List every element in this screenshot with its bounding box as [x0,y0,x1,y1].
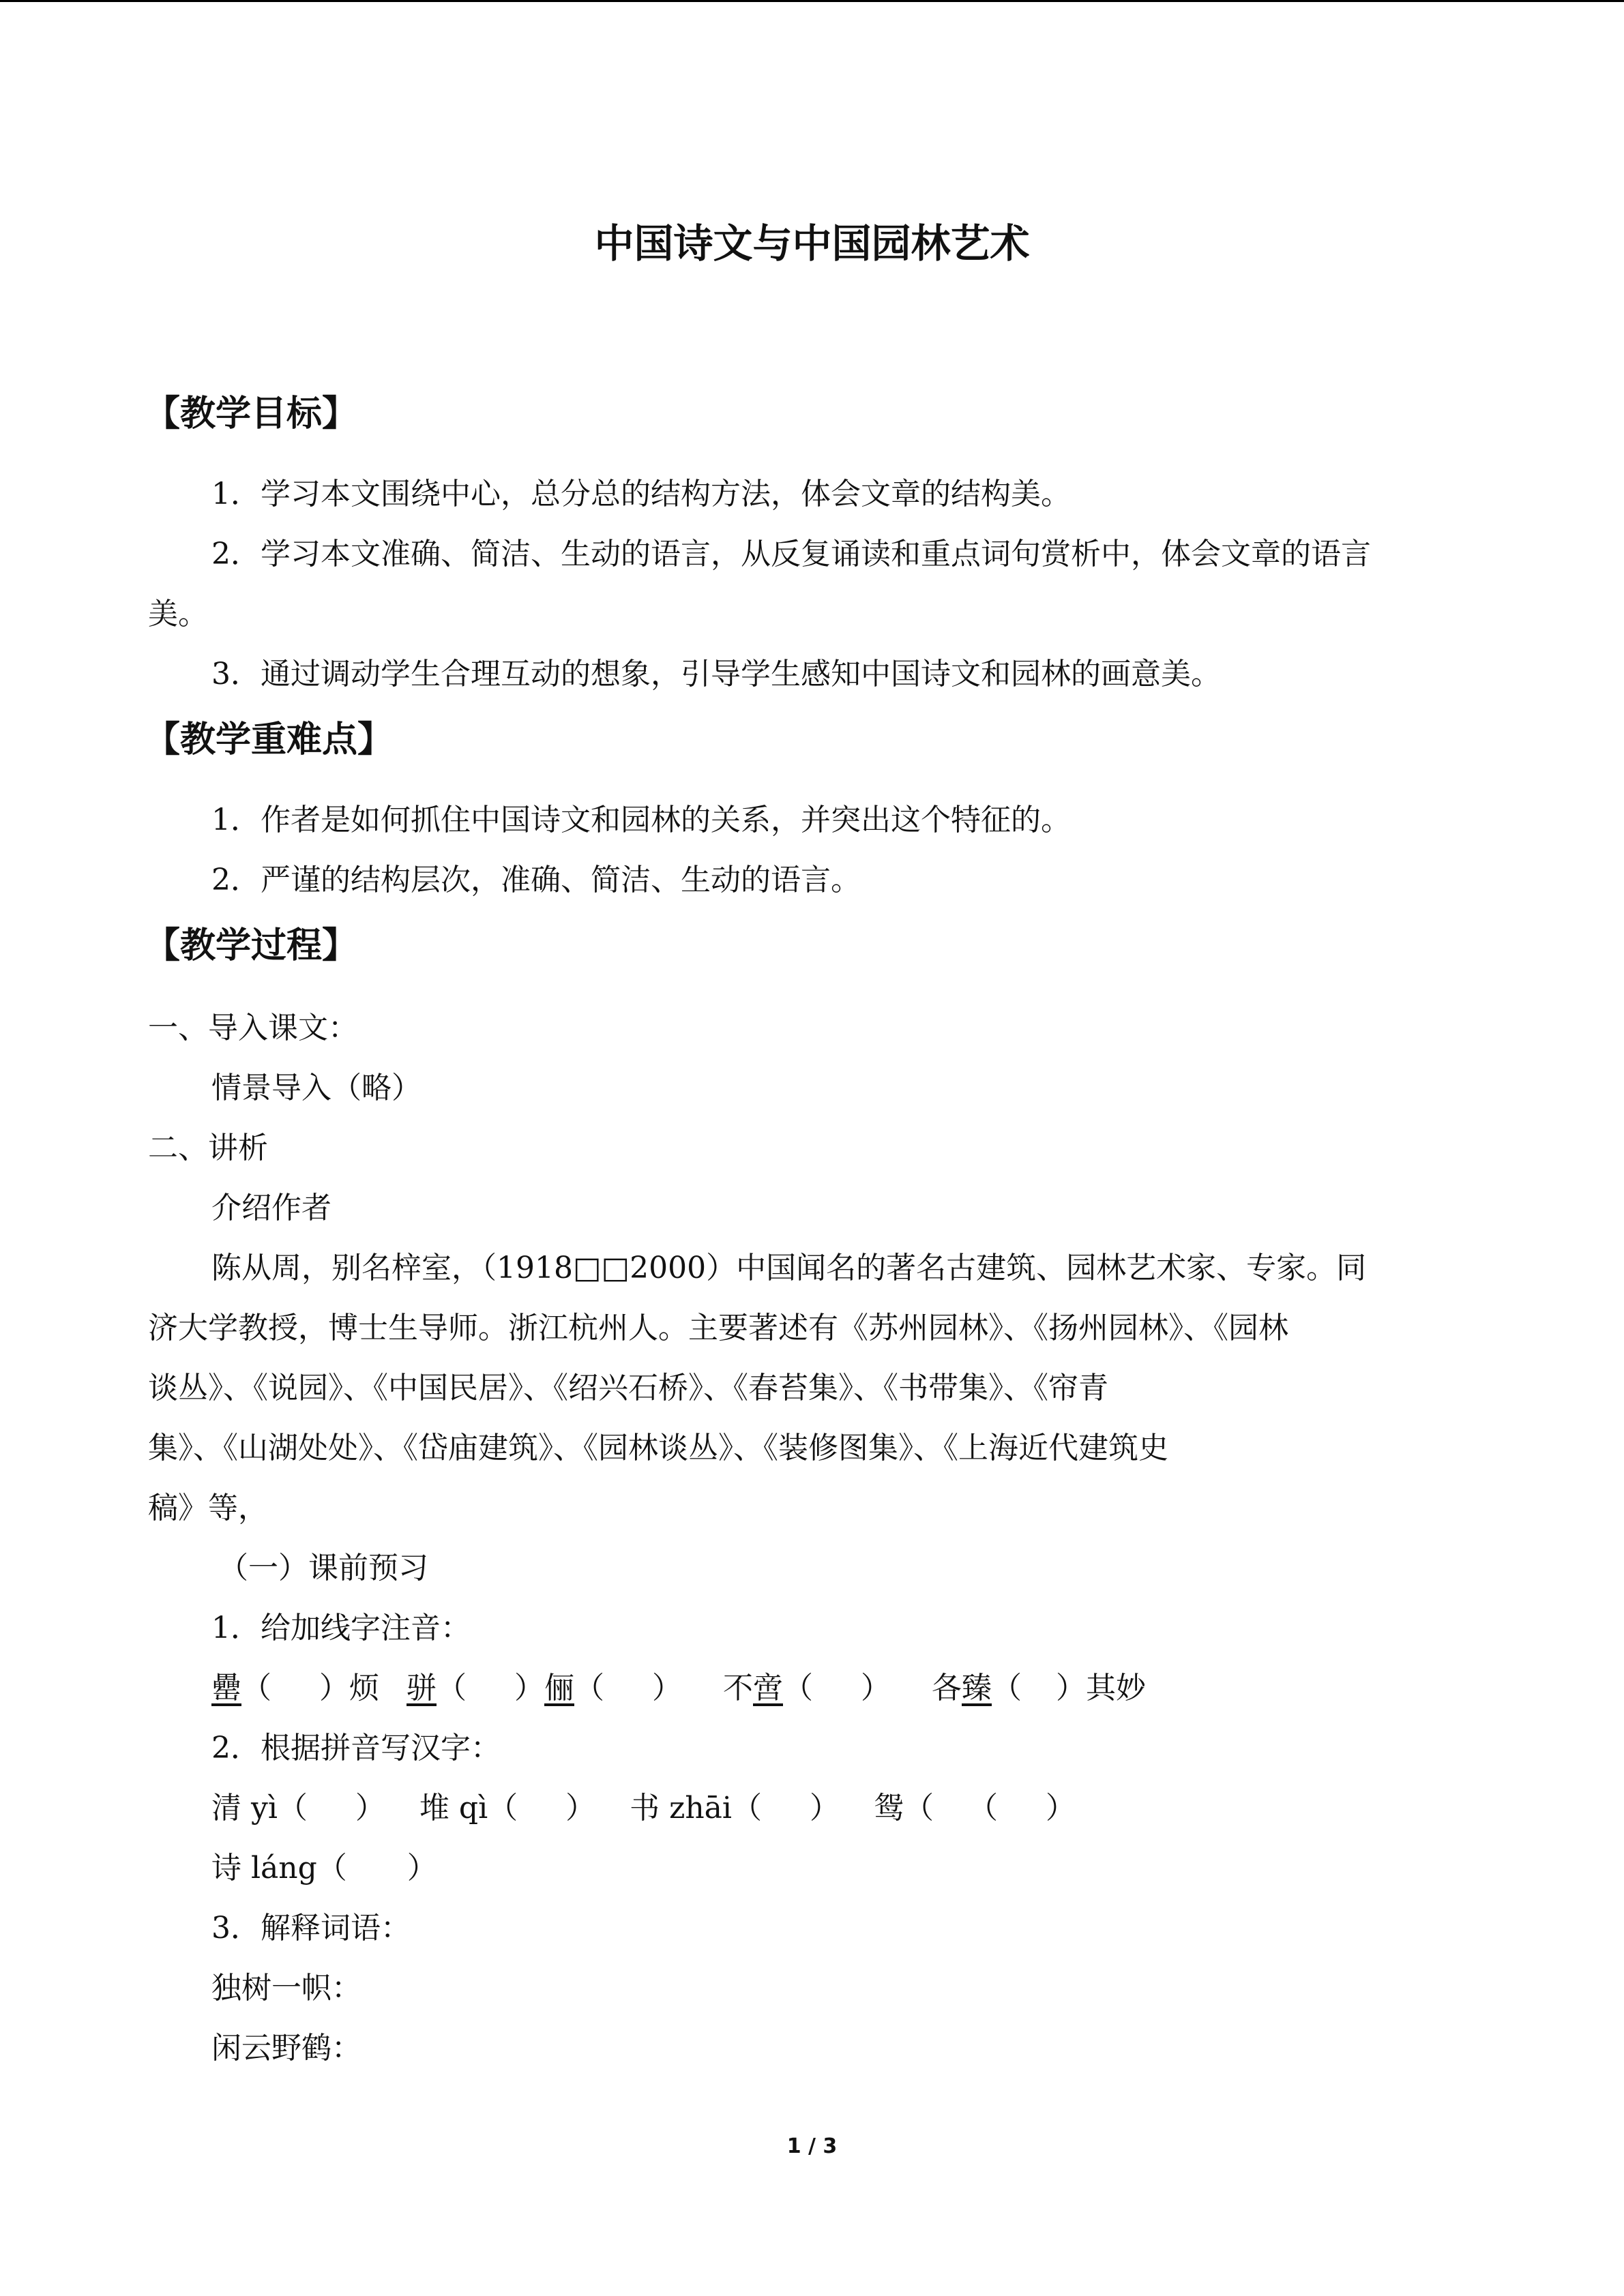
objective-item-1: 1．学习本文围绕中心，总分总的结构方法，体会文章的结构美。 [211,477,1071,511]
vocab-item: 闲云野鹤： [211,2031,361,2066]
objective-item-3: 3．通过调动学生合理互动的想象，引导学生感知中国诗文和园林的画意美。 [211,657,1221,691]
author-intro-line: 谈丛》、《说园》、《中国民居》、《绍兴石桥》、《春苔集》、《书带集》、《帘青 [148,1371,1108,1405]
process-line: 介绍作者 [211,1191,331,1225]
section-heading-objectives: 【教学目标】 [145,393,358,434]
keypoint-item-2: 2．严谨的结构层次，准确、简洁、生动的语言。 [211,863,861,897]
keypoint-item-1: 1．作者是如何抓住中国诗文和园林的关系，并突出这个特征的。 [211,803,1071,837]
author-intro-line: 陈从周，别名梓室，（1918□□2000）中国闻名的著名古建筑、园林艺术家、专家。同 [211,1251,1367,1285]
exercise-3-prompt: 3．解释词语： [211,1911,411,1945]
process-line: 二、讲析 [148,1131,268,1165]
underlined-char: 啻 [753,1671,783,1705]
hanzi-exercise-row-2: 诗 láng（ ） [211,1851,437,1885]
underlined-char: 罍 [211,1671,241,1705]
author-intro-line: 稿》等， [148,1491,268,1525]
underlined-char: 俪 [544,1671,574,1705]
preview-subheading: （一）课前预习 [218,1551,428,1585]
objective-item-2-cont: 美。 [148,597,208,631]
exercise-1-prompt: 1．给加线字注音： [211,1611,471,1645]
underlined-char: 骈 [407,1671,437,1705]
author-intro-line: 集》、《山湖处处》、《岱庙建筑》、《园林谈丛》、《装修图集》、《上海近代建筑史 [148,1431,1168,1465]
exercise-2-prompt: 2．根据拼音写汉字： [211,1731,501,1765]
section-heading-keypoints: 【教学重难点】 [145,719,394,760]
page-top-border [0,0,1624,2]
process-line: 情景导入（略） [211,1071,422,1105]
page-number: 1 / 3 [786,2134,838,2158]
section-heading-process: 【教学过程】 [145,925,358,966]
hanzi-exercise-row: 清 yì（ ） 堆 qì（ ） 书 zhāi（ ） 鸳（ （ ） [211,1791,1076,1825]
objective-item-2: 2．学习本文准确、简洁、生动的语言，从反复诵读和重点词句赏析中，体会文章的语言 [211,537,1371,571]
vocab-item: 独树一帜： [211,1971,361,2006]
page-title: 中国诗文与中国园林艺术 [594,220,1030,267]
underlined-char: 臻 [962,1671,992,1705]
pinyin-exercise-row: 罍（ ）烦 骈（ ）俪（ ） 不啻（ ） 各臻（ ）其妙 [211,1671,1146,1705]
author-intro-line: 济大学教授，博士生导师。浙江杭州人。主要著述有《苏州园林》、《扬州园林》、《园林 [148,1311,1288,1345]
process-line: 一、导入课文： [148,1011,358,1045]
